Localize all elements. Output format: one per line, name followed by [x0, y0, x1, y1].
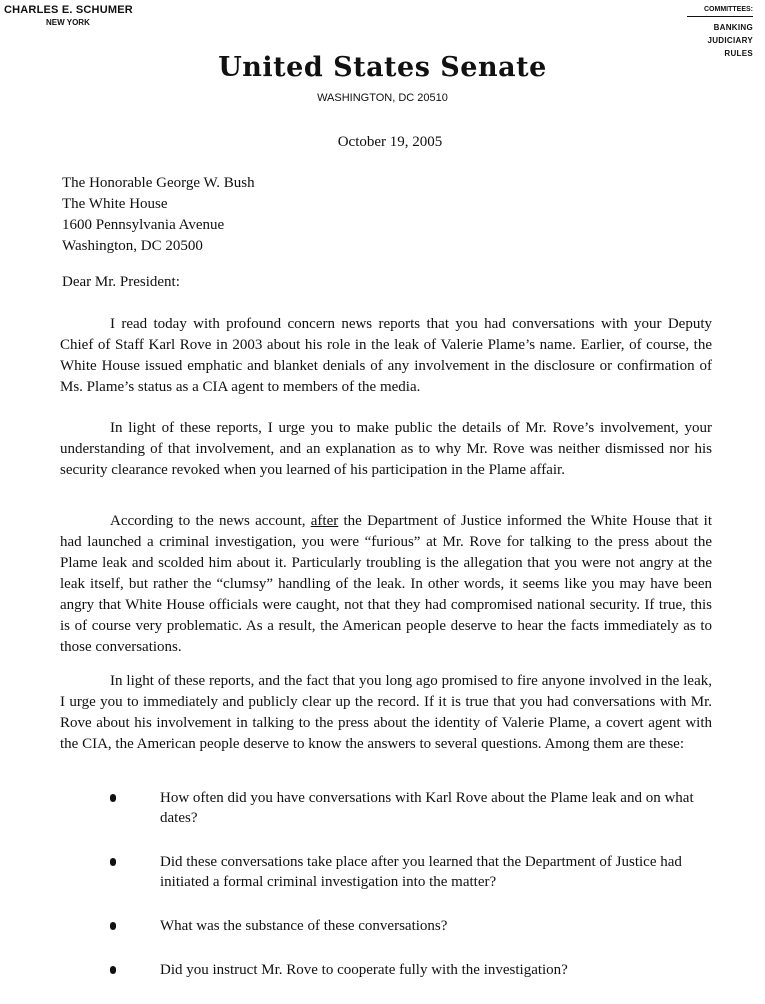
committee-judiciary: JUDICIARY: [707, 36, 753, 45]
body-paragraph: I read today with profound concern news reports that you had conversations with your Deputy Chief of Staff Karl Rove in 2003 about his role in the leak of Valerie Plame’s name. Earlier, of course, the White House issued emphatic and blanket denials of any involvement in the disclosure or confirmation of Ms. Plame’s status as a CIA agent to members of the media.: [60, 316, 712, 395]
question-item: [108, 788, 708, 828]
bullet-icon: [110, 922, 116, 930]
recipient-line: The Honorable George W. Bush: [62, 175, 255, 191]
question-text: What was the substance of these conversations?: [160, 918, 448, 934]
question-text: Did you instruct Mr. Rove to cooperate fully with the investigation?: [160, 962, 568, 978]
question-item: [108, 916, 708, 936]
question-item: [108, 960, 708, 980]
committees-heading: COMMITTEES:: [704, 6, 753, 13]
question-text: How often did you have conversations with Karl Rove about the Plame leak and on what dates?: [160, 790, 694, 826]
committee-banking: BANKING: [713, 23, 753, 32]
question-list: [108, 788, 708, 1004]
paragraph-text: According to the news account,: [110, 513, 306, 529]
salutation: Dear Mr. President:: [62, 274, 180, 290]
letter-date: October 19, 2005: [337, 134, 443, 150]
committees-divider: [687, 16, 753, 17]
recipient-line: The White House: [62, 196, 168, 212]
body-paragraph: In light of these reports, I urge you to make public the details of Mr. Rove’s involvement, your understanding of that involvement, and an explanation as to why Mr. Rove was neither dismissed nor his security clearance revoked when you learned of his participation in the Plame affair.: [60, 420, 712, 478]
sender-name: CHARLES E. SCHUMER: [4, 4, 133, 16]
bullet-icon: [110, 966, 116, 974]
question-text: Did these conversations take place after you learned that the Department of Justice had initiated a formal criminal investigation into the matter?: [160, 854, 682, 890]
underlined-word: after: [310, 513, 339, 529]
body-paragraph: [60, 511, 712, 658]
committee-rules: RULES: [724, 49, 753, 58]
bullet-icon: [110, 858, 116, 866]
recipient-line: Washington, DC 20500: [62, 238, 203, 254]
bullet-icon: [110, 794, 116, 802]
body-paragraph: In light of these reports, and the fact that you long ago promised to fire anyone involved in the leak, I urge you to immediately and publicly clear up the record. If it is true that you had conversations with Mr. Rove about his involvement in talking to the press about the identity of Valerie Plame, a covert agent with the CIA, the American people deserve to know the answers to several questions. Among them are these:: [60, 673, 712, 752]
letterhead-address: WASHINGTON, DC 20510: [317, 92, 448, 104]
recipient-line: 1600 Pennsylvania Avenue: [62, 217, 225, 233]
sender-state: NEW YORK: [46, 18, 90, 27]
paragraph-text: the Department of Justice informed the White House that it had launched a criminal investigation, you were “furious” at Mr. Rove for talking to the press about the Plame leak and scolded him about it. Particularly troubling is the allegation that you were not angry at the leak itself, but rather the “clumsy” handling of the leak. In other words, it seems like you may have been angry that White House officials were caught, not that they had compromised national security. If true, this is of course very problematic. As a result, the American people deserve to hear the facts immediately as to those conversations.: [60, 513, 713, 655]
question-item: [108, 852, 708, 892]
letterhead-title: United States Senate: [218, 52, 547, 83]
recipient-address: [62, 173, 255, 257]
